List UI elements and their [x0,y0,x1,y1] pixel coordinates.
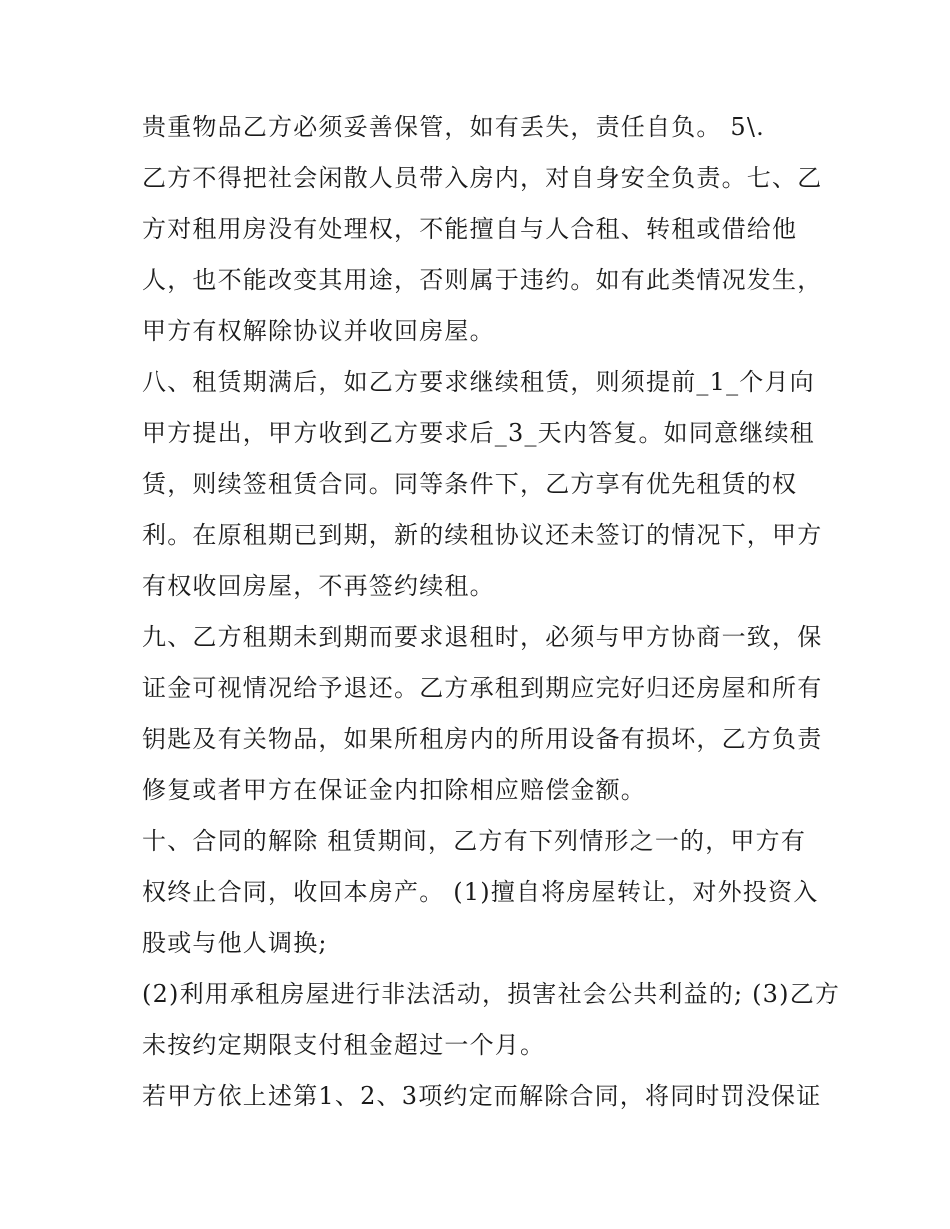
text-line: 甲方提出，甲方收到乙方要求后_3_天内答复。如同意继续租 [142,419,815,447]
text-line: 甲方有权解除协议并收回房屋。 [142,317,495,345]
text-line: 证金可视情况给予退还。乙方承租到期应完好归还房屋和所有 [142,674,823,702]
text-line: 十、合同的解除 租赁期间，乙方有下列情形之一的，甲方有 [142,827,807,855]
text-line: 人，也不能改变其用途，否则属于违约。如有此类情况发生， [142,266,823,294]
text-line: 乙方不得把社会闲散人员带入房内，对自身安全负责。七、乙 [142,164,823,192]
text-line: 修复或者甲方在保证金内扣除相应赔偿金额。 [142,776,646,804]
text-line: (2)利用承租房屋进行非法活动，损害社会公共利益的; (3)乙方 [142,980,841,1008]
text-line: 未按约定期限支付租金超过一个月。 [142,1031,546,1059]
text-line: 方对租用房没有处理权，不能擅自与人合租、转租或借给他 [142,215,798,243]
text-line: 九、乙方租期未到期而要求退租时，必须与甲方协商一致，保 [142,623,823,651]
document-body [142,111,841,1131]
text-line: 贵重物品乙方必须妥善保管，如有丢失，责任自负。 5\. [142,113,766,141]
text-line: 钥匙及有关物品，如果所租房内的所用设备有损坏，乙方负责 [142,725,823,753]
text-line: 若甲方依上述第1、2、3项约定而解除合同，将同时罚没保证 [142,1082,822,1110]
text-line: 赁，则续签租赁合同。同等条件下，乙方享有优先租赁的权 [142,470,798,498]
text-line: 利。在原租期已到期，新的续租协议还未签订的情况下，甲方 [142,521,823,549]
text-line: 八、租赁期满后，如乙方要求继续租赁，则须提前_1_个月向 [142,368,815,396]
text-line: 权终止合同，收回本房产。 (1)擅自将房屋转让，对外投资入 [142,878,819,906]
text-line: 股或与他人调换; [142,929,328,957]
text-line: 有权收回房屋，不再签约续租。 [142,572,495,600]
